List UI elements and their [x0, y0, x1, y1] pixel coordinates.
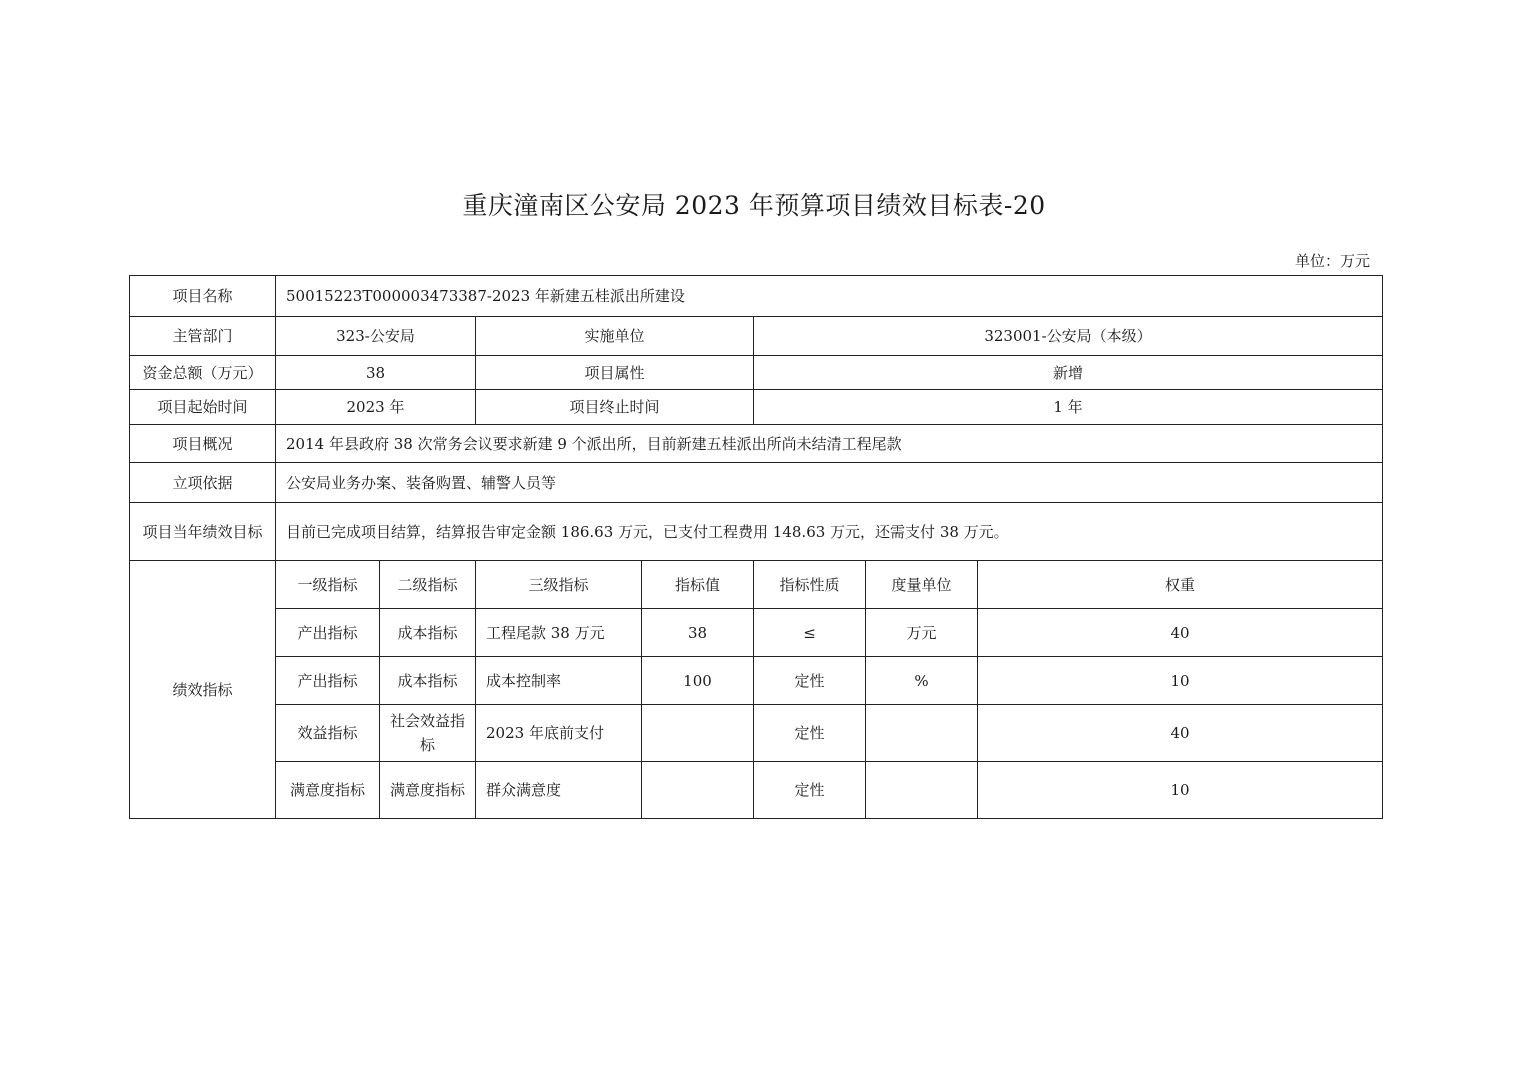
metric-row — [130, 762, 1383, 819]
metric-row — [130, 657, 1383, 705]
header-level3: 三级指标 — [476, 561, 642, 609]
performance-table — [129, 275, 1383, 819]
metric-level1: 产出指标 — [276, 657, 380, 705]
header-level1: 一级指标 — [276, 561, 380, 609]
metric-level2: 满意度指标 — [380, 762, 476, 819]
metric-nature: ≤ — [754, 609, 866, 657]
basis-value: 公安局业务办案、装备购置、辅警人员等 — [276, 463, 1383, 503]
fund-value: 38 — [276, 356, 476, 390]
metric-level1: 效益指标 — [276, 705, 380, 762]
unit-label: 单位：万元 — [1294, 252, 1370, 270]
header-nature: 指标性质 — [754, 561, 866, 609]
end-value: 1 年 — [754, 390, 1383, 425]
start-value: 2023 年 — [276, 390, 476, 425]
project-name-value: 50015223T000003473387-2023 年新建五桂派出所建设 — [276, 276, 1383, 317]
metric-unit: 万元 — [866, 609, 978, 657]
goal-value: 目前已完成项目结算，结算报告审定金额 186.63 万元，已支付工程费用 148.63 万元，还需支付 38 万元。 — [276, 503, 1383, 561]
header-value: 指标值 — [642, 561, 754, 609]
metric-level1: 产出指标 — [276, 609, 380, 657]
end-label: 项目终止时间 — [476, 390, 754, 425]
metric-value: 38 — [642, 609, 754, 657]
metrics-section-label: 绩效指标 — [130, 561, 276, 819]
fund-label: 资金总额（万元） — [130, 356, 276, 390]
metric-level3: 工程尾款 38 万元 — [476, 609, 642, 657]
metric-weight: 10 — [978, 657, 1383, 705]
goal-label: 项目当年绩效目标 — [130, 503, 276, 561]
metric-row — [130, 705, 1383, 762]
metric-level3: 群众满意度 — [476, 762, 642, 819]
header-weight: 权重 — [978, 561, 1383, 609]
overview-value: 2014 年县政府 38 次常务会议要求新建 9 个派出所，目前新建五桂派出所尚未结清工程尾款 — [276, 425, 1383, 463]
metric-nature: 定性 — [754, 762, 866, 819]
project-name-label: 项目名称 — [130, 276, 276, 317]
metric-unit — [866, 762, 978, 819]
metric-level3: 2023 年底前支付 — [476, 705, 642, 762]
metric-row — [130, 609, 1383, 657]
row-goal — [130, 503, 1383, 561]
metrics-header-row — [130, 561, 1383, 609]
page-title: 重庆潼南区公安局 2023 年预算项目绩效目标表-20 — [462, 191, 1046, 220]
metric-nature: 定性 — [754, 705, 866, 762]
metric-unit: % — [866, 657, 978, 705]
metric-value — [642, 762, 754, 819]
impl-unit-label: 实施单位 — [476, 317, 754, 356]
row-project-name — [130, 276, 1383, 317]
impl-unit-value: 323001-公安局（本级） — [754, 317, 1383, 356]
metric-nature: 定性 — [754, 657, 866, 705]
overview-label: 项目概况 — [130, 425, 276, 463]
attr-label: 项目属性 — [476, 356, 754, 390]
metric-value: 100 — [642, 657, 754, 705]
header-unit: 度量单位 — [866, 561, 978, 609]
row-dept — [130, 317, 1383, 356]
metric-value — [642, 705, 754, 762]
metric-unit — [866, 705, 978, 762]
metric-level2: 社会效益指标 — [380, 705, 476, 762]
attr-value: 新增 — [754, 356, 1383, 390]
header-level2: 二级指标 — [380, 561, 476, 609]
row-fund — [130, 356, 1383, 390]
dept-value: 323-公安局 — [276, 317, 476, 356]
metric-level2: 成本指标 — [380, 657, 476, 705]
metric-weight: 40 — [978, 609, 1383, 657]
dept-label: 主管部门 — [130, 317, 276, 356]
metric-level3: 成本控制率 — [476, 657, 642, 705]
start-label: 项目起始时间 — [130, 390, 276, 425]
metric-level2: 成本指标 — [380, 609, 476, 657]
row-basis — [130, 463, 1383, 503]
basis-label: 立项依据 — [130, 463, 276, 503]
row-time — [130, 390, 1383, 425]
metric-weight: 40 — [978, 705, 1383, 762]
metric-level1: 满意度指标 — [276, 762, 380, 819]
row-overview — [130, 425, 1383, 463]
metric-weight: 10 — [978, 762, 1383, 819]
